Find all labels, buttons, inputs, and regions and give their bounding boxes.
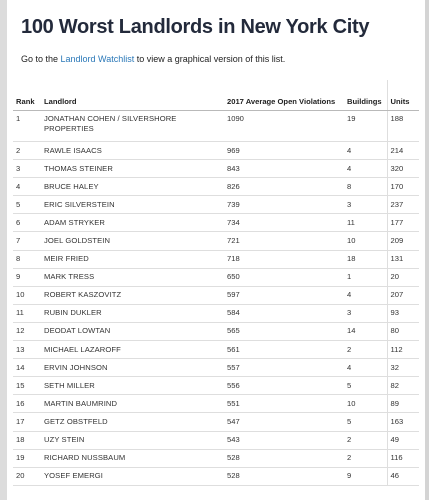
table-row [13, 322, 419, 340]
table-row [13, 413, 419, 431]
column-header-units[interactable]: Units [387, 80, 419, 111]
cell-buildings: 10 [344, 232, 387, 250]
landlords-table [13, 80, 419, 486]
table-row [13, 286, 419, 304]
cell-landlord: GETZ OBSTFELD [41, 413, 224, 431]
cell-violations: 556 [224, 377, 344, 395]
cell-landlord: ERVIN JOHNSON [41, 359, 224, 377]
cell-rank: 11 [13, 304, 41, 322]
cell-buildings: 19 [344, 111, 387, 142]
cell-violations: 547 [224, 413, 344, 431]
cell-landlord: ROBERT KASZOVITZ [41, 286, 224, 304]
table-row [13, 268, 419, 286]
cell-violations: 565 [224, 322, 344, 340]
page-title: 100 Worst Landlords in New York City [21, 16, 370, 38]
cell-buildings: 3 [344, 304, 387, 322]
table-row [13, 359, 419, 377]
table-row [13, 449, 419, 467]
cell-rank: 15 [13, 377, 41, 395]
table-row [13, 377, 419, 395]
cell-buildings: 4 [344, 359, 387, 377]
table-row [13, 250, 419, 268]
cell-violations: 734 [224, 214, 344, 232]
cell-buildings: 2 [344, 449, 387, 467]
cell-landlord: THOMAS STEINER [41, 160, 224, 178]
cell-buildings: 9 [344, 467, 387, 485]
cell-landlord: SETH MILLER [41, 377, 224, 395]
table-row [13, 214, 419, 232]
cell-rank: 7 [13, 232, 41, 250]
cell-violations: 551 [224, 395, 344, 413]
table-header-row [13, 80, 419, 111]
cell-landlord: MICHAEL LAZAROFF [41, 341, 224, 359]
left-frame-edge [0, 0, 7, 500]
cell-units: 177 [387, 214, 419, 232]
cell-units: 207 [387, 286, 419, 304]
cell-violations: 969 [224, 142, 344, 160]
cell-landlord: JONATHAN COHEN / SILVERSHORE PROPERTIES [41, 111, 224, 142]
cell-rank: 20 [13, 467, 41, 485]
cell-units: 320 [387, 160, 419, 178]
cell-violations: 721 [224, 232, 344, 250]
cell-buildings: 11 [344, 214, 387, 232]
cell-violations: 650 [224, 268, 344, 286]
table-row [13, 304, 419, 322]
cell-rank: 19 [13, 449, 41, 467]
cell-violations: 843 [224, 160, 344, 178]
cell-units: 112 [387, 341, 419, 359]
cell-violations: 584 [224, 304, 344, 322]
cell-rank: 10 [13, 286, 41, 304]
cell-buildings: 8 [344, 178, 387, 196]
column-header-rank[interactable]: Rank [13, 80, 41, 111]
cell-rank: 16 [13, 395, 41, 413]
cell-rank: 18 [13, 431, 41, 449]
cell-buildings: 4 [344, 286, 387, 304]
table-row [13, 431, 419, 449]
cell-buildings: 2 [344, 341, 387, 359]
cell-rank: 12 [13, 322, 41, 340]
cell-rank: 14 [13, 359, 41, 377]
cell-buildings: 5 [344, 377, 387, 395]
cell-violations: 543 [224, 431, 344, 449]
cell-rank: 3 [13, 160, 41, 178]
cell-violations: 739 [224, 196, 344, 214]
table-row [13, 178, 419, 196]
cell-landlord: ADAM STRYKER [41, 214, 224, 232]
cell-units: 163 [387, 413, 419, 431]
cell-landlord: JOEL GOLDSTEIN [41, 232, 224, 250]
cell-units: 93 [387, 304, 419, 322]
cell-rank: 1 [13, 111, 41, 142]
cell-buildings: 18 [344, 250, 387, 268]
column-header-landlord[interactable]: Landlord [41, 80, 224, 111]
cell-units: 214 [387, 142, 419, 160]
table-body [13, 111, 419, 486]
cell-landlord: RUBIN DUKLER [41, 304, 224, 322]
cell-landlord: ERIC SILVERSTEIN [41, 196, 224, 214]
cell-landlord: MEIR FRIED [41, 250, 224, 268]
cell-rank: 17 [13, 413, 41, 431]
cell-landlord: BRUCE HALEY [41, 178, 224, 196]
cell-rank: 5 [13, 196, 41, 214]
cell-violations: 528 [224, 449, 344, 467]
cell-violations: 597 [224, 286, 344, 304]
cell-buildings: 4 [344, 142, 387, 160]
cell-violations: 1090 [224, 111, 344, 142]
cell-units: 20 [387, 268, 419, 286]
table-row [13, 467, 419, 485]
cell-landlord: DEODAT LOWTAN [41, 322, 224, 340]
cell-landlord: MARTIN BAUMRIND [41, 395, 224, 413]
table-row [13, 160, 419, 178]
cell-units: 49 [387, 431, 419, 449]
right-frame-edge [425, 0, 429, 500]
cell-rank: 9 [13, 268, 41, 286]
intro-text [21, 54, 285, 64]
cell-units: 237 [387, 196, 419, 214]
cell-landlord: RAWLE ISAACS [41, 142, 224, 160]
cell-violations: 557 [224, 359, 344, 377]
cell-landlord: RICHARD NUSSBAUM [41, 449, 224, 467]
cell-rank: 8 [13, 250, 41, 268]
cell-units: 116 [387, 449, 419, 467]
cell-violations: 718 [224, 250, 344, 268]
intro-text-before: Go to the [21, 54, 61, 64]
cell-rank: 4 [13, 178, 41, 196]
cell-landlord: UZY STEIN [41, 431, 224, 449]
table-row [13, 142, 419, 160]
cell-rank: 6 [13, 214, 41, 232]
cell-rank: 2 [13, 142, 41, 160]
cell-buildings: 10 [344, 395, 387, 413]
cell-violations: 826 [224, 178, 344, 196]
cell-buildings: 14 [344, 322, 387, 340]
column-header-violations[interactable]: 2017 Average Open Violations [224, 80, 344, 111]
cell-units: 82 [387, 377, 419, 395]
cell-units: 89 [387, 395, 419, 413]
cell-buildings: 4 [344, 160, 387, 178]
cell-units: 32 [387, 359, 419, 377]
intro-text-after: to view a graphical version of this list. [134, 54, 286, 64]
column-header-buildings[interactable]: Buildings [344, 80, 387, 111]
cell-landlord: MARK TRESS [41, 268, 224, 286]
cell-units: 170 [387, 178, 419, 196]
cell-units: 46 [387, 467, 419, 485]
cell-units: 188 [387, 111, 419, 142]
cell-buildings: 2 [344, 431, 387, 449]
cell-buildings: 1 [344, 268, 387, 286]
cell-rank: 13 [13, 341, 41, 359]
table-row [13, 196, 419, 214]
table-row [13, 111, 419, 142]
cell-buildings: 3 [344, 196, 387, 214]
cell-violations: 561 [224, 341, 344, 359]
table-row [13, 395, 419, 413]
cell-units: 209 [387, 232, 419, 250]
cell-units: 80 [387, 322, 419, 340]
table-row [13, 232, 419, 250]
table-row [13, 341, 419, 359]
cell-units: 131 [387, 250, 419, 268]
cell-buildings: 5 [344, 413, 387, 431]
cell-violations: 528 [224, 467, 344, 485]
cell-landlord: YOSEF EMERGI [41, 467, 224, 485]
landlord-watchlist-link[interactable]: Landlord Watchlist [60, 54, 135, 64]
